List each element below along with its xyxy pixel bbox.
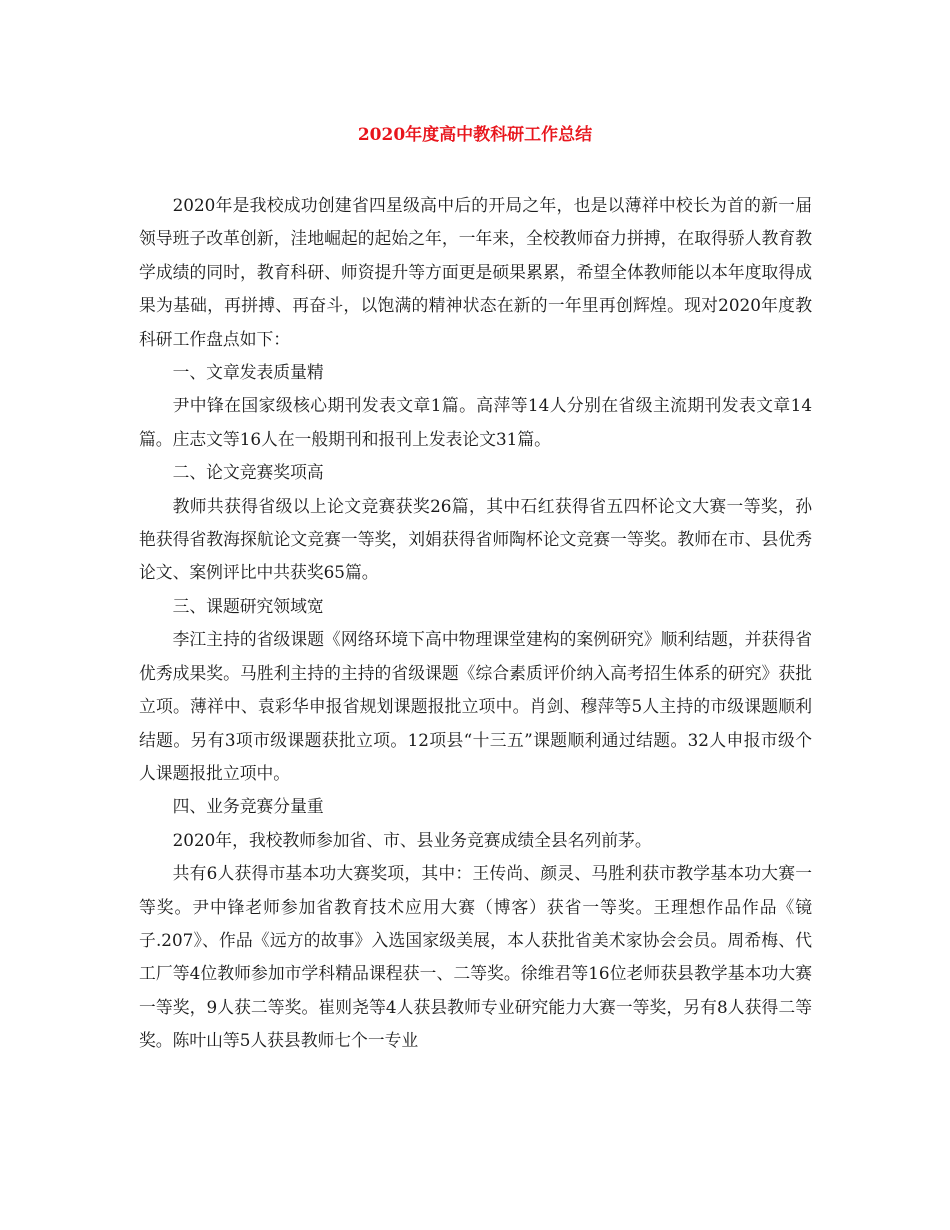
paragraph-papers: 教师共获得省级以上论文竞赛获奖26篇，其中石红获得省五四杯论文大赛一等奖，孙艳获得省教海探航论文竞赛一等奖，刘娟获得省师陶杯论文竞赛一等奖。教师在市、县优秀论文、案例评比中共获奖65篇。 (139, 495, 812, 583)
paragraph-competitions-summary: 2020年，我校教师参加省、市、县业务竞赛成绩全县名列前茅。 (172, 829, 652, 850)
paragraph-research: 李江主持的省级课题《网络环境下高中物理课堂建构的案例研究》顺利结题，并获得省优秀成果奖。马胜利主持的主持的省级课题《综合素质评价纳入高考招生体系的研究》获批立项。薄祥中、袁彩华申报省规划课题报批立项中。肖剑、穆萍等5人主持的市级课题顺利结题。另有3项市级课题获批立项。12项县“十三五”课题顺利通过结题。32人申报市级个人课题报批立项中。 (139, 629, 812, 783)
paragraph-competitions-detail: 共有6人获得市基本功大赛奖项，其中：王传尚、颜灵、马胜利获市教学基本功大赛一等奖。尹中锋老师参加省教育技术应用大赛（博客）获省一等奖。王理想作品作品《镜子.207》、作品《远方的故事》入选国家级美展，本人获批省美术家协会会员。周希梅、代工厂等4位教师参加市学科精品课程获一、二等奖。徐维君等16位老师获县教学基本功大赛一等奖，9人获二等奖。崔则尧等4人获县教师专业研究能力大赛一等奖，另有8人获得二等奖。陈叶山等5人获县教师七个一专业 (139, 863, 812, 1051)
intro-paragraph: 2020年是我校成功创建省四星级高中后的开局之年，也是以薄祥中校长为首的新一届领导班子改革创新，洼地崛起的起始之年，一年来，全校教师奋力拼搏，在取得骄人教育教学成绩的同时，教育科研、师资提升等方面更是硕果累累，希望全体教师能以本年度取得成果为基础，再拼搏、再奋斗，以饱满的精神状态在新的一年里再创辉煌。现对2020年度教科研工作盘点如下： (139, 195, 812, 349)
document-body (139, 189, 812, 1058)
section-heading-papers: 二、论文竞赛奖项高 (172, 462, 324, 483)
section-heading-research: 三、课题研究领域宽 (172, 595, 324, 616)
paragraph-articles: 尹中锋在国家级核心期刊发表文章1篇。高萍等14人分别在省级主流期刊发表文章14篇。庄志文等16人在一般期刊和报刊上发表论文31篇。 (139, 395, 812, 449)
document-title: 2020年度高中教科研工作总结 (357, 125, 593, 145)
section-heading-competitions: 四、业务竞赛分量重 (172, 796, 324, 817)
section-heading-articles: 一、文章发表质量精 (172, 362, 324, 383)
